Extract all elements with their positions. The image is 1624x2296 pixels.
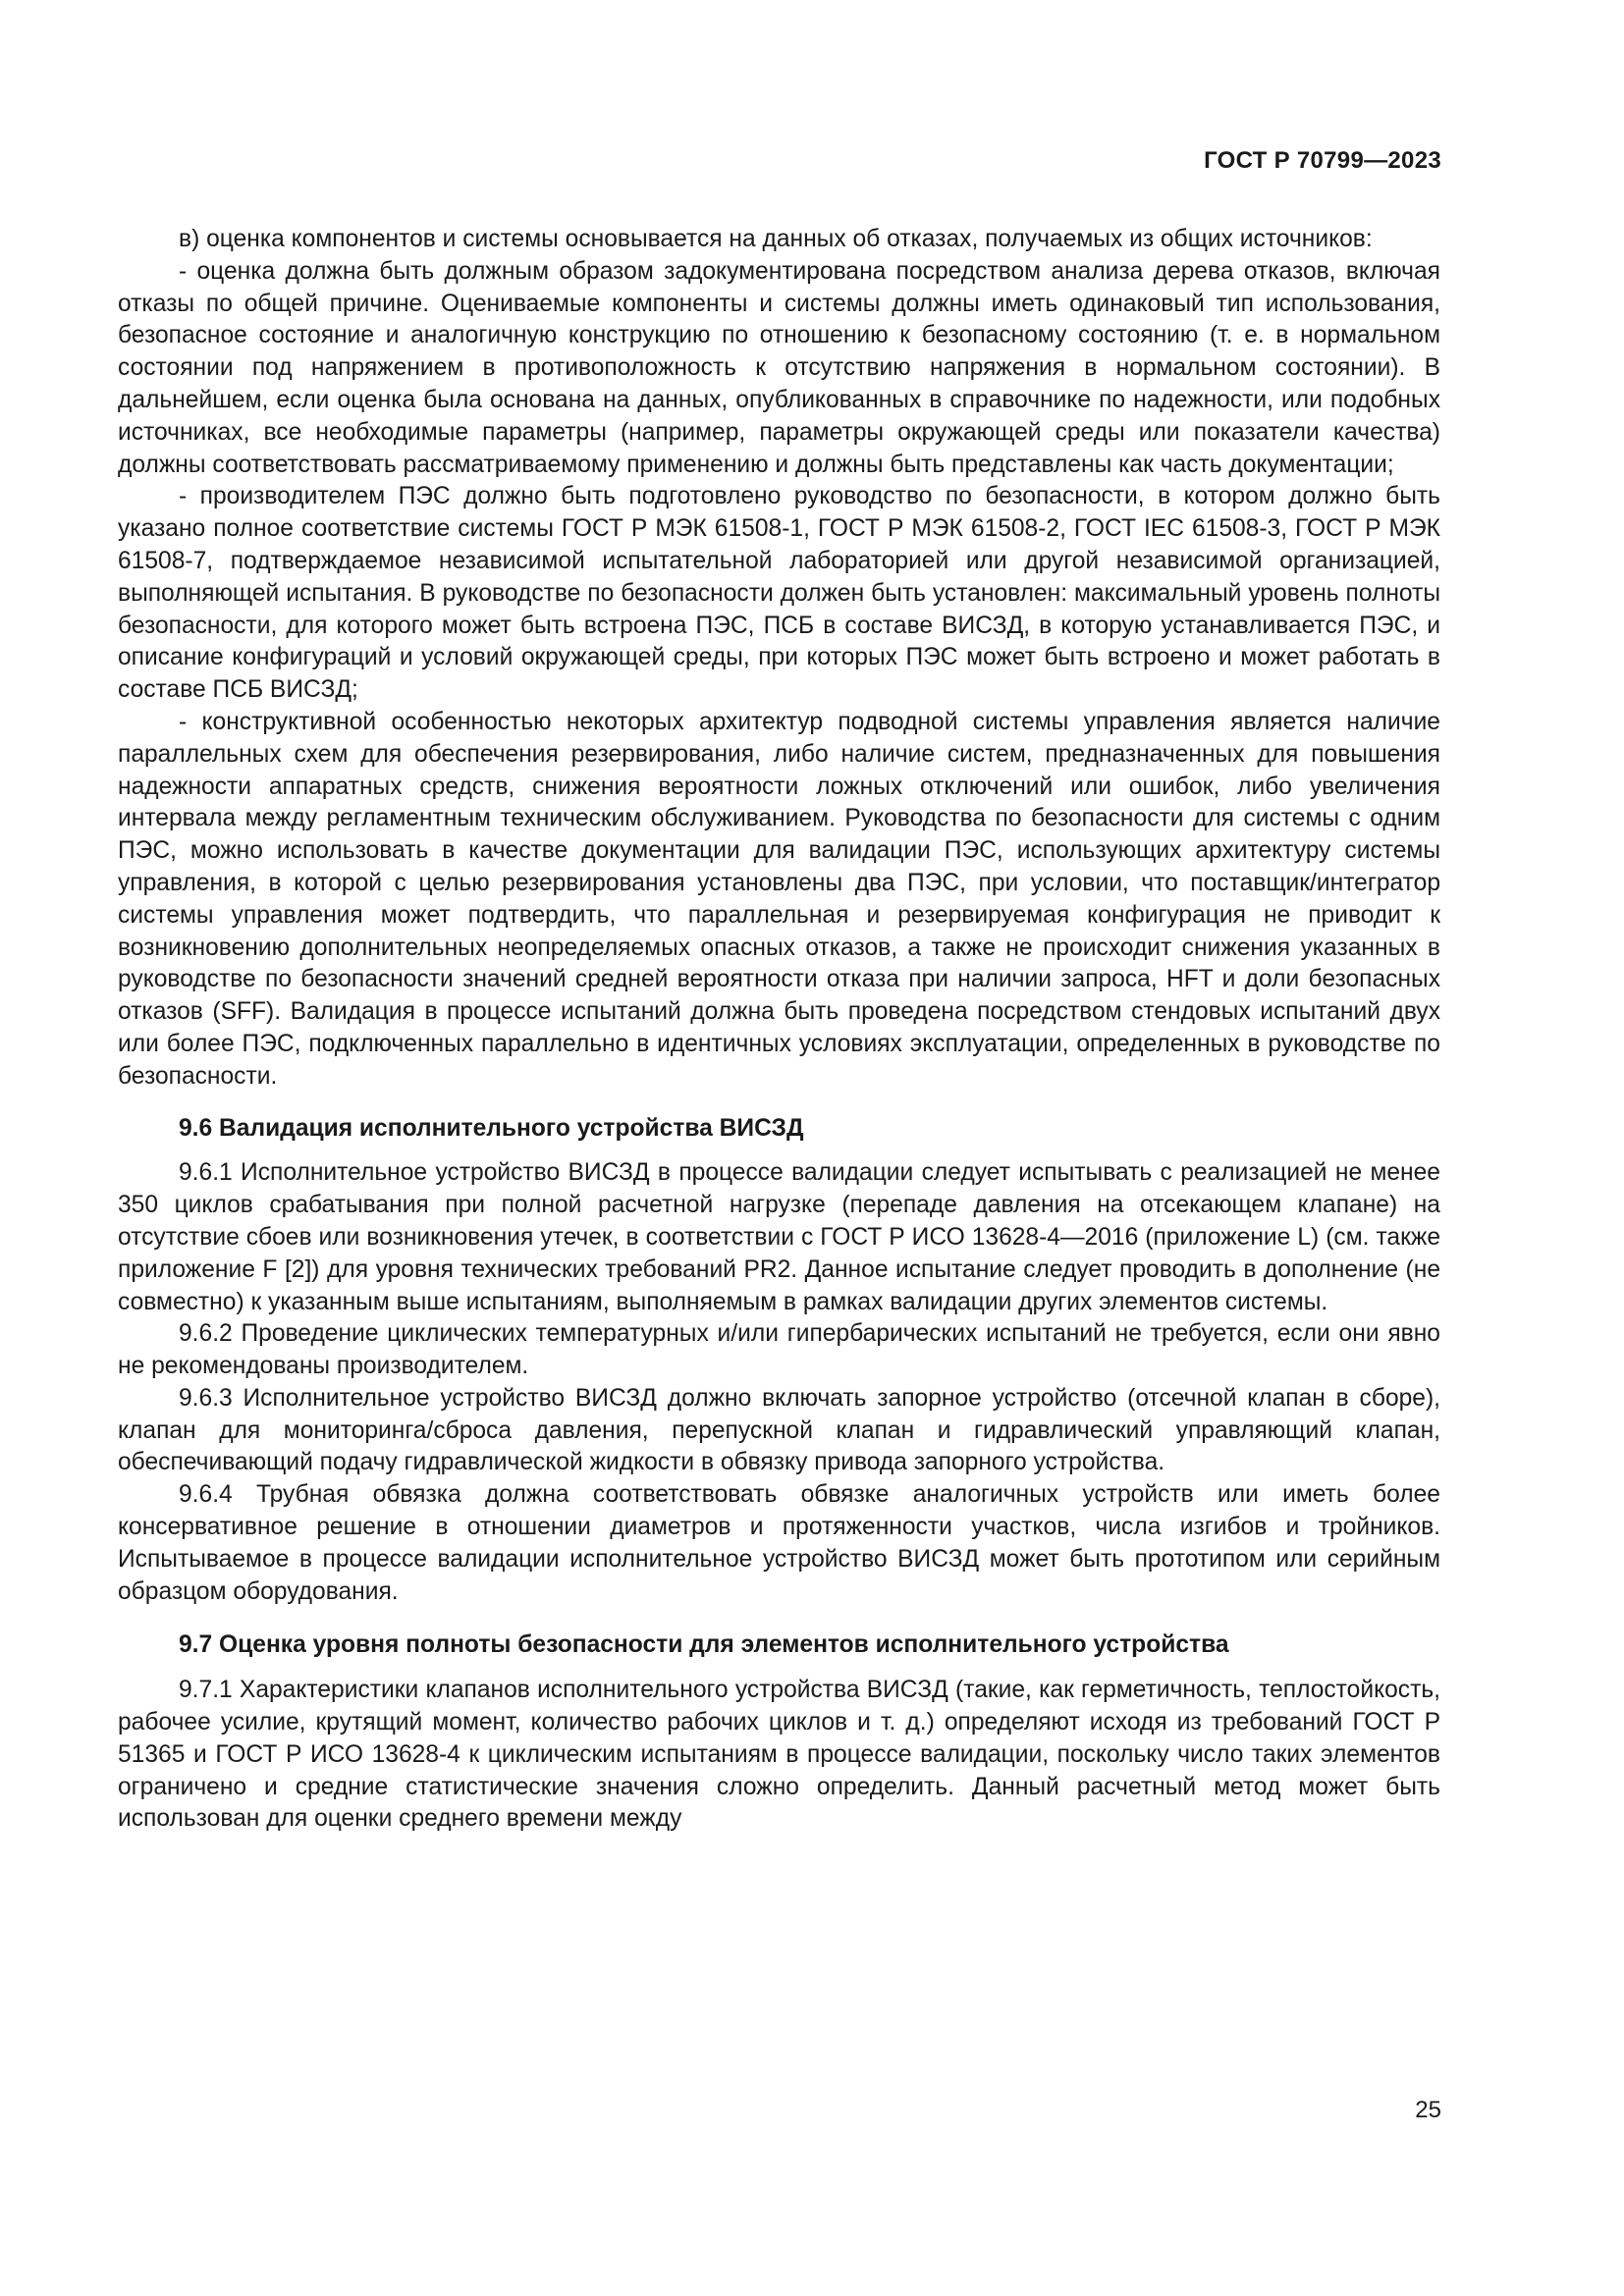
section-heading-9-7: 9.7 Оценка уровня полноты безопасности для элементов исполнительного устройства [179, 1631, 1229, 1659]
paragraph-fault-tree: - оценка должна быть должным образом задокументирована посредством анализа дерева отказов, включая отказы по общей причине. Оцениваемые компоненты и системы должны иметь одинаковый тип использования, безопасное состояние и аналогичную конструкцию по отношению к безопасному состоянию (т. е. в нормальном состоянии под напряжением в противоположность к отсутствию напряжения в нормальном состоянии). В дальнейшем, если оценка была основана на данных, опубликованных в справочнике по надежности, или подобных источниках, все необходимые параметры (например, параметры окружающей среды или показатели качества) должны соответствовать рассматриваемому применению и должны быть представлены как часть документации; [118, 257, 1440, 478]
paragraph-architecture: - конструктивной особенностью некоторых архитектур подводной системы управления является наличие параллельных схем для обеспечения резервирования, либо наличие систем, предназначенных для повышения надежности аппаратных средств, снижения вероятности ложных отключений или ошибок, либо увеличения интервала между регламентным техническим обслуживанием. Руководства по безопасности для системы с одним ПЭС, можно использовать в качестве документации для валидации ПЭС, использующих архитектуру системы управления, в которой с целью резервирования установлены два ПЭС, при условии, что поставщик/интегратор системы управления может подтвердить, что параллельная и резервируемая конфигурация не приводит к возникновению дополнительных неопределяемых опасных отказов, а также не происходит снижения указанных в руководстве по безопасности значений средней вероятности отказа при наличии запроса, HFT и доли безопасных отказов (SFF). Валидация в процессе испытаний должна быть проведена посредством стендовых испытаний двух или более ПЭС, подключенных параллельно в идентичных условиях эксплуатации, определенных в руководстве по безопасности. [118, 708, 1440, 1090]
paragraph-9-6-1: 9.6.1 Исполнительное устройство ВИСЗД в процессе валидации следует испытывать с реализацией не менее 350 циклов срабатывания при полной расчетной нагрузке (перепаде давления на отсекающем клапане) на отсутствие сбоев или возникновения утечек, в соответствии с ГОСТ Р ИСО 13628-4—2016 (приложение L) (см. также приложение F [2]) для уровня технических требований PR2. Данное испытание следует проводить в дополнение (не совместно) к указанным выше испытаниям, выполняемым в рамках валидации других элементов системы. [118, 1159, 1440, 1315]
page-number: 25 [1415, 2097, 1441, 2123]
paragraph-v: в) оценка компонентов и системы основывается на данных об отказах, получаемых из общих источников: [179, 226, 1373, 252]
section-heading-9-6: 9.6 Валидация исполнительного устройства ВИСЗД [179, 1114, 804, 1142]
paragraph-safety-manual: - производителем ПЭС должно быть подготовлено руководство по безопасности, в котором должно быть указано полное соответствие системы ГОСТ Р МЭК 61508-1, ГОСТ Р МЭК 61508-2, ГОСТ IEC 61508-3, ГОСТ Р МЭК 61508-7, подтверждаемое независимой испытательной лабораторией или другой независимой организацией, выполняющей испытания. В руководстве по безопасности должен быть установлен: максимальный уровень полноты безопасности, для которого может быть встроена ПЭС, ПСБ в составе ВИСЗД, в которую устанавливается ПЭС, и описание конфигураций и условий окружающей среды, при которых ПЭС может быть встроено и может работать в составе ПСБ ВИСЗД; [118, 483, 1440, 704]
paragraph-9-6-4: 9.6.4 Трубная обвязка должна соответствовать обвязке аналогичных устройств или иметь более консервативное решение в отношении диаметров и протяженности участков, числа изгибов и тройников. Испытываемое в процессе валидации исполнительное устройство ВИСЗД может быть прототипом или серийным образцом оборудования. [118, 1481, 1440, 1605]
paragraph-9-7-1: 9.7.1 Характеристики клапанов исполнительного устройства ВИСЗД (такие, как герметичность, теплостойкость, рабочее усилие, крутящий момент, количество рабочих циклов и т. д.) определяют исходя из требований ГОСТ Р 51365 и ГОСТ Р ИСО 13628-4 к циклическим испытаниям в процессе валидации, поскольку число таких элементов ограничено и средние статистические значения сложно определить. Данный расчетный метод может быть использован для оценки среднего времени между [118, 1677, 1440, 1833]
paragraph-9-6-2: 9.6.2 Проведение циклических температурных и/или гипербарических испытаний не требуется, если они явно не рекомендованы производителем. [118, 1320, 1440, 1380]
paragraph-9-6-3: 9.6.3 Исполнительное устройство ВИСЗД должно включать запорное устройство (отсечной клапан в сборе), клапан для мониторинга/сброса давления, перепускной клапан и гидравлический управляющий клапан, обеспечивающий подачу гидравлической жидкости в обвязку привода запорного устройства. [118, 1384, 1440, 1476]
document-header: ГОСТ Р 70799—2023 [1204, 147, 1441, 174]
document-body [118, 224, 1440, 1836]
